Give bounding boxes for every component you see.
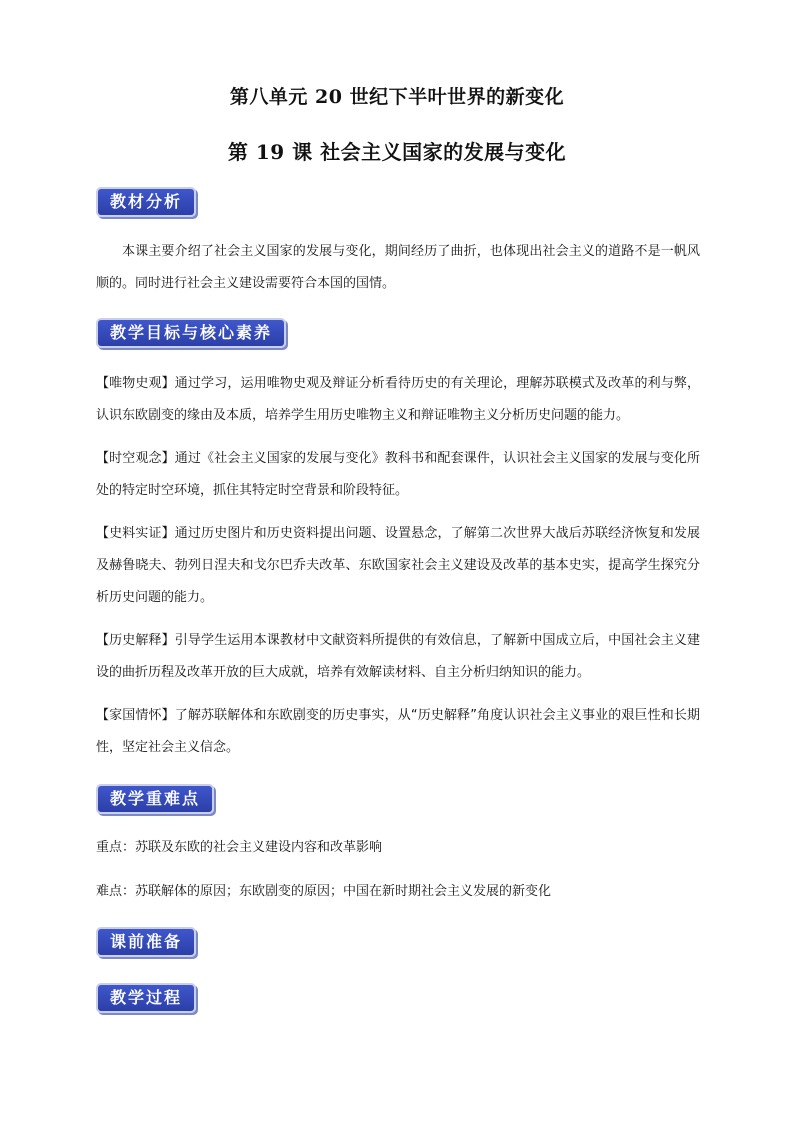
- objective-tag: 【史料实证】: [96, 526, 175, 541]
- objective-text: 通过历史图片和历史资料提出问题、设置悬念，了解第二次世界大战后苏联经济恢复和发展及赫鲁晓夫、勃列日涅夫和戈尔巴乔夫改革、东欧国家社会主义建设及改革的基本史实，提高学生探究分析历史问题的能力。: [96, 526, 700, 605]
- section-heading-key-points: 教学重难点: [96, 784, 214, 814]
- objective-item: [96, 443, 700, 507]
- lesson-title: 第 19 课 社会主义国家的发展与变化: [227, 140, 567, 164]
- difficult-point-text: 难点：苏联解体的原因；东欧剧变的原因；中国在新时期社会主义发展的新变化: [96, 884, 552, 899]
- unit-title: 第八单元 20 世纪下半叶世界的新变化: [229, 86, 565, 108]
- analysis-paragraph: 本课主要介绍了社会主义国家的发展与变化，期间经历了曲折，也体现出社会主义的道路不是一帆风顺的。同时进行社会主义建设需要符合本国的国情。: [96, 244, 700, 291]
- objective-tag: 【家国情怀】: [96, 708, 175, 723]
- key-point-text: 重点：苏联及东欧的社会主义建设内容和改革影响: [96, 840, 383, 855]
- objective-text: 了解苏联解体和东欧剧变的历史事实，从“历史解释”角度认识社会主义事业的艰巨性和长期性，坚定社会主义信念。: [96, 708, 700, 755]
- objective-tag: 【历史解释】: [96, 633, 175, 648]
- objective-tag: 【唯物史观】: [96, 376, 175, 391]
- objective-item: [96, 518, 700, 614]
- objective-text: 通过《社会主义国家的发展与变化》教科书和配套课件，认识社会主义国家的发展与变化所处的特定时空环境，抓住其特定时空背景和阶段特征。: [96, 451, 700, 498]
- section-heading-analysis: 教材分析: [96, 187, 196, 217]
- section-heading-process: 教学过程: [96, 983, 196, 1013]
- objective-item: [96, 625, 700, 689]
- section-heading-objectives: 教学目标与核心素养: [96, 318, 286, 348]
- objective-text: 引导学生运用本课教材中文献资料所提供的有效信息，了解新中国成立后，中国社会主义建设的曲折历程及改革开放的巨大成就，培养有效解读材料、自主分析归纳知识的能力。: [96, 633, 700, 680]
- objective-text: 通过学习，运用唯物史观及辩证分析看待历史的有关理论，理解苏联模式及改革的利与弊，认识东欧剧变的缘由及本质，培养学生用历史唯物主义和辩证唯物主义分析历史问题的能力。: [96, 376, 700, 423]
- objective-tag: 【时空观念】: [96, 451, 175, 466]
- section-heading-preparation: 课前准备: [96, 927, 196, 957]
- objective-item: [96, 368, 700, 432]
- objective-item: [96, 700, 700, 764]
